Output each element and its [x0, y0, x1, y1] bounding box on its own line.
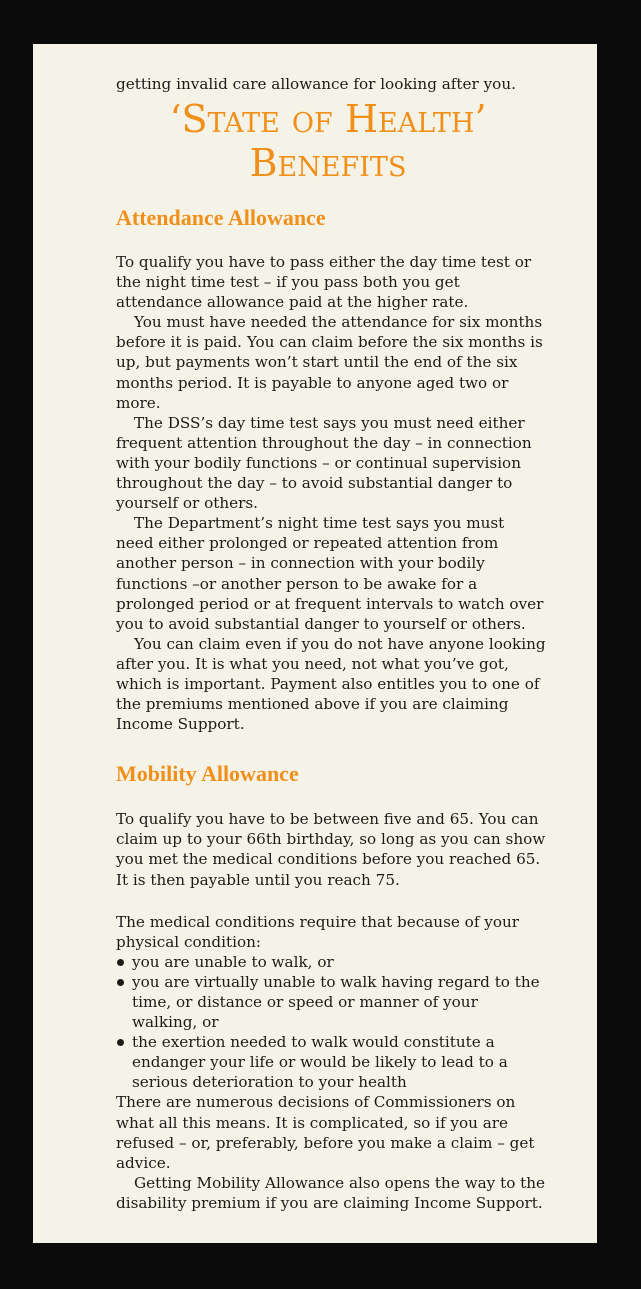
attendance-paragraph-2: You must have needed the attendance for six months before it is paid. You can claim before the six months is up, but payments won’t start until the end of the six months period. It is payable to anyone aged two or more.	[116, 313, 543, 412]
list-item	[116, 1032, 546, 1092]
attendance-allowance-section	[116, 252, 546, 734]
list-item-text: the exertion needed to walk would constitute a endanger your life or would be likely to lead to a serious deterioration to your health	[132, 1033, 508, 1092]
bullet-icon	[117, 979, 124, 986]
page-content	[116, 74, 546, 1213]
mobility-paragraph-3: There are numerous decisions of Commissioners on what all this means. It is complicated, so if you are refused – or, preferably, before you make a claim – get advice.	[116, 1093, 535, 1172]
paragraph-spacer	[116, 890, 546, 912]
attendance-paragraph-3: The DSS’s day time test says you must need either frequent attention throughout the day – in connection with your bodily functions – or continual supervision throughout the day – to avoid substantial danger to yourself or others.	[116, 413, 532, 513]
list-item-text: you are unable to walk, or	[132, 952, 334, 971]
bullet-icon	[117, 959, 124, 966]
attendance-paragraph-4: The Department’s night time test says you must need either prolonged or repeated attention from another person – in connection with your bodily functions –or another person to be awake for a prolonged period or at frequent intervals to watch over you to avoid substantial danger to yourself or others.	[116, 514, 544, 633]
attendance-allowance-heading: Attendance Allowance	[116, 205, 326, 230]
bullet-icon	[117, 1039, 124, 1046]
attendance-paragraph-5: You can claim even if you do not have anyone looking after you. It is what you need, not what you’ve got, which is important. Payment also entitles you to one of the premiums mentioned above if you are claiming Income Support.	[116, 634, 546, 734]
mobility-paragraph-1: To qualify you have to be between five and 65. You can claim up to your 66th birthday, so long as you can show you met the medical conditions before you reached 65. It is then payable until you reach 75.	[116, 810, 546, 889]
leaflet-page	[33, 44, 597, 1243]
list-item	[116, 952, 546, 972]
mobility-allowance-heading: Mobility Allowance	[116, 761, 299, 787]
mobility-paragraph-2: The medical conditions require that because of your physical condition:	[116, 912, 520, 951]
medical-conditions-list	[116, 952, 546, 1093]
attendance-paragraph-1: To qualify you have to pass either the day time test or the night time test – if you pass both you get attendance allowance paid at the higher rate.	[116, 253, 532, 312]
title-line-2: Benefits	[249, 141, 407, 185]
list-item-text: you are virtually unable to walk having regard to the time, or distance or speed or manner of your walking, or	[132, 972, 540, 1032]
intro-line: getting invalid care allowance for looking after you.	[116, 75, 516, 93]
list-item	[116, 972, 546, 1032]
mobility-paragraph-4: Getting Mobility Allowance also opens the way to the disability premium if you are claiming Income Support.	[116, 1173, 546, 1212]
mobility-allowance-section	[116, 809, 546, 1213]
title-line-1: ‘State of Health’	[169, 97, 487, 141]
page-title	[94, 97, 562, 185]
